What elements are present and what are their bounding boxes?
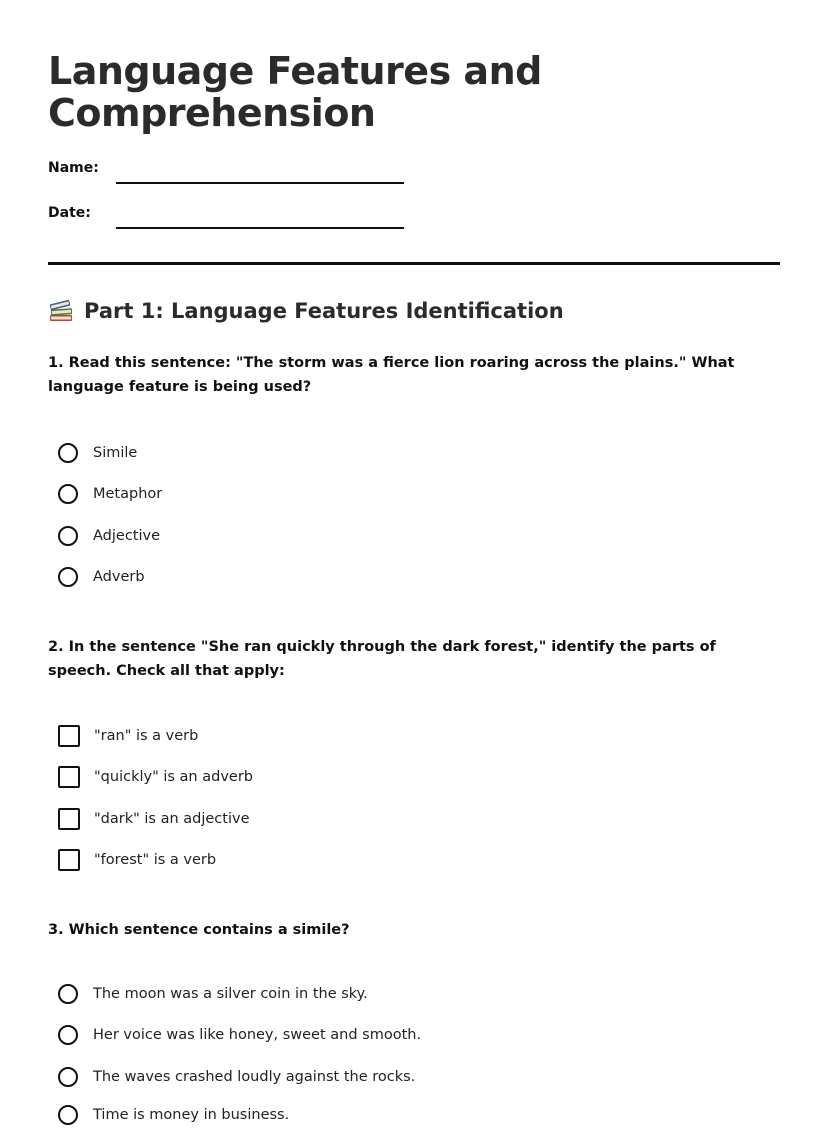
radio-button[interactable] <box>58 526 78 546</box>
option-label: Her voice was like honey, sweet and smooth. <box>93 1027 422 1043</box>
name-field <box>48 160 448 190</box>
q2-option-ran-verb[interactable] <box>58 723 198 749</box>
q3-option-voice[interactable] <box>58 1022 421 1048</box>
option-label: Metaphor <box>93 486 163 502</box>
date-label: Date: <box>48 205 91 221</box>
radio-button[interactable] <box>58 1105 78 1125</box>
question-2: 2. In the sentence "She ran quickly through the dark forest," identify the parts of speech. Check all that apply: <box>48 639 716 679</box>
q1-option-adverb[interactable] <box>58 564 145 590</box>
option-label: Simile <box>93 445 138 461</box>
section-heading-label: Part 1: Language Features Identification <box>84 299 564 323</box>
q1-option-metaphor[interactable] <box>58 481 162 507</box>
header-divider <box>48 262 780 265</box>
option-label: "ran" is a verb <box>94 728 199 744</box>
checkbox[interactable] <box>58 725 80 747</box>
q2-option-quickly-adverb[interactable] <box>58 764 253 790</box>
books-icon <box>48 299 74 323</box>
q2-option-dark-adjective[interactable] <box>58 806 250 832</box>
q1-option-simile[interactable] <box>58 440 137 466</box>
q3-option-waves[interactable] <box>58 1064 415 1090</box>
date-field <box>48 205 448 235</box>
option-label: Time is money in business. <box>93 1107 290 1123</box>
radio-button[interactable] <box>58 984 78 1004</box>
option-label: Adjective <box>93 528 161 544</box>
checkbox[interactable] <box>58 808 80 830</box>
q3-option-moon[interactable] <box>58 981 368 1007</box>
checkbox[interactable] <box>58 766 80 788</box>
radio-button[interactable] <box>58 484 78 504</box>
option-label: The waves crashed loudly against the rocks. <box>93 1069 416 1085</box>
option-label: Adverb <box>93 569 145 585</box>
name-label: Name: <box>48 160 99 176</box>
option-label: "quickly" is an adverb <box>94 769 253 785</box>
name-input-line[interactable] <box>116 182 404 184</box>
section-heading-part-1 <box>48 299 564 323</box>
option-label: "forest" is a verb <box>94 852 217 868</box>
question-3: 3. Which sentence contains a simile? <box>48 922 350 938</box>
option-label: "dark" is an adjective <box>94 811 250 827</box>
q3-option-time[interactable] <box>58 1102 289 1128</box>
date-input-line[interactable] <box>116 227 404 229</box>
option-label: The moon was a silver coin in the sky. <box>93 986 368 1002</box>
radio-button[interactable] <box>58 443 78 463</box>
q1-option-adjective[interactable] <box>58 523 160 549</box>
question-1: 1. Read this sentence: "The storm was a fierce lion roaring across the plains." What language feature is being used? <box>48 355 735 395</box>
radio-button[interactable] <box>58 1025 78 1045</box>
checkbox[interactable] <box>58 849 80 871</box>
q2-option-forest-verb[interactable] <box>58 847 216 873</box>
radio-button[interactable] <box>58 1067 78 1087</box>
page-title: Language Features and Comprehension <box>48 49 542 135</box>
radio-button[interactable] <box>58 567 78 587</box>
